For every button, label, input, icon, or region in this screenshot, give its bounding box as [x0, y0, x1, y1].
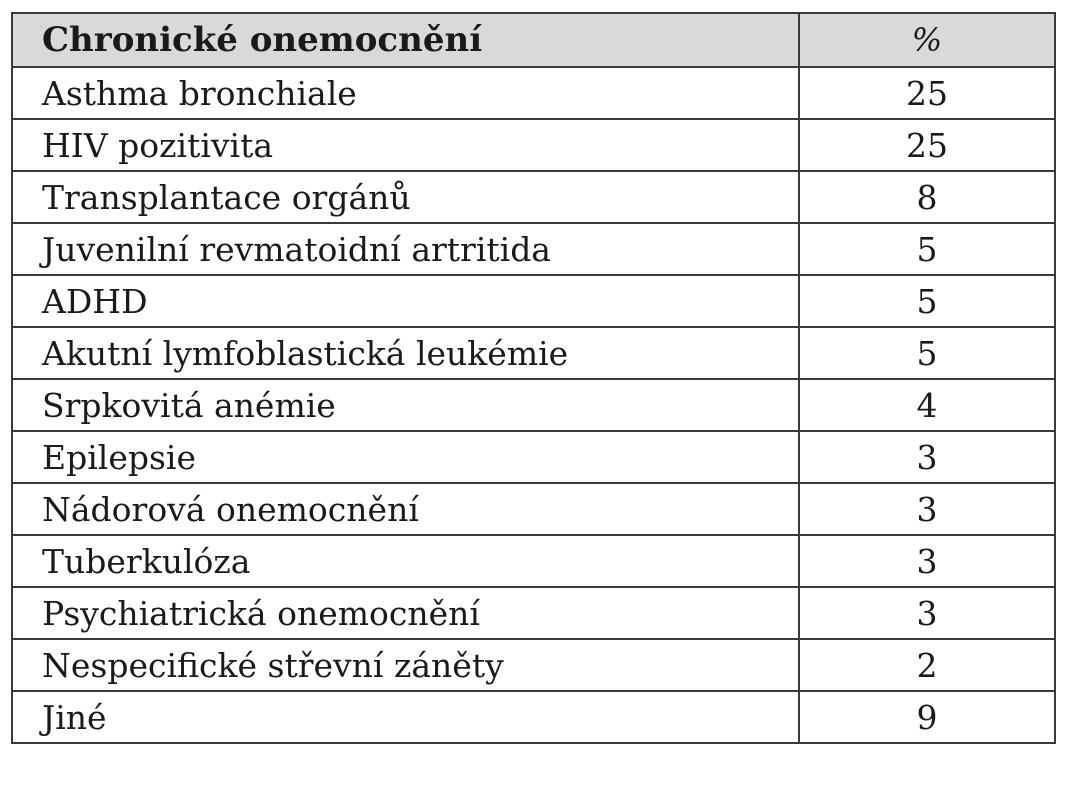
percent-cell: 9 [799, 691, 1055, 743]
table-row [12, 483, 1055, 535]
percent-cell: 3 [799, 483, 1055, 535]
table-row [12, 275, 1055, 327]
disease-name-cell: Transplantace orgánů [12, 171, 799, 223]
table-row [12, 171, 1055, 223]
disease-name-cell: Tuberkulóza [12, 535, 799, 587]
percent-cell: 3 [799, 587, 1055, 639]
disease-name-cell: Epilepsie [12, 431, 799, 483]
disease-name-cell: Akutní lymfoblastická leukémie [12, 327, 799, 379]
disease-name-cell: ADHD [12, 275, 799, 327]
disease-name-cell: Psychiatrická onemocnění [12, 587, 799, 639]
table-row [12, 119, 1055, 171]
table-row [12, 327, 1055, 379]
chronic-disease-table [11, 12, 1056, 744]
percent-cell: 3 [799, 431, 1055, 483]
percent-cell: 25 [799, 67, 1055, 119]
disease-name-cell: Juvenilní revmatoidní artritida [12, 223, 799, 275]
percent-cell: 2 [799, 639, 1055, 691]
table-row [12, 639, 1055, 691]
percent-cell: 8 [799, 171, 1055, 223]
table-row [12, 587, 1055, 639]
percent-cell: 5 [799, 223, 1055, 275]
percent-cell: 25 [799, 119, 1055, 171]
table-row [12, 67, 1055, 119]
table-row [12, 431, 1055, 483]
percent-cell: 3 [799, 535, 1055, 587]
column-header-percent: % [799, 13, 1055, 67]
percent-cell: 5 [799, 275, 1055, 327]
percent-cell: 4 [799, 379, 1055, 431]
disease-name-cell: Srpkovitá anémie [12, 379, 799, 431]
table-row [12, 223, 1055, 275]
table-row [12, 535, 1055, 587]
disease-name-cell: Jiné [12, 691, 799, 743]
disease-name-cell: Asthma bronchiale [12, 67, 799, 119]
disease-name-cell: HIV pozitivita [12, 119, 799, 171]
disease-name-cell: Nespecifické střevní záněty [12, 639, 799, 691]
column-header-disease: Chronické onemocnění [12, 13, 799, 67]
percent-cell: 5 [799, 327, 1055, 379]
disease-name-cell: Nádorová onemocnění [12, 483, 799, 535]
table-row [12, 691, 1055, 743]
table-row [12, 379, 1055, 431]
table-header-row [12, 13, 1055, 67]
